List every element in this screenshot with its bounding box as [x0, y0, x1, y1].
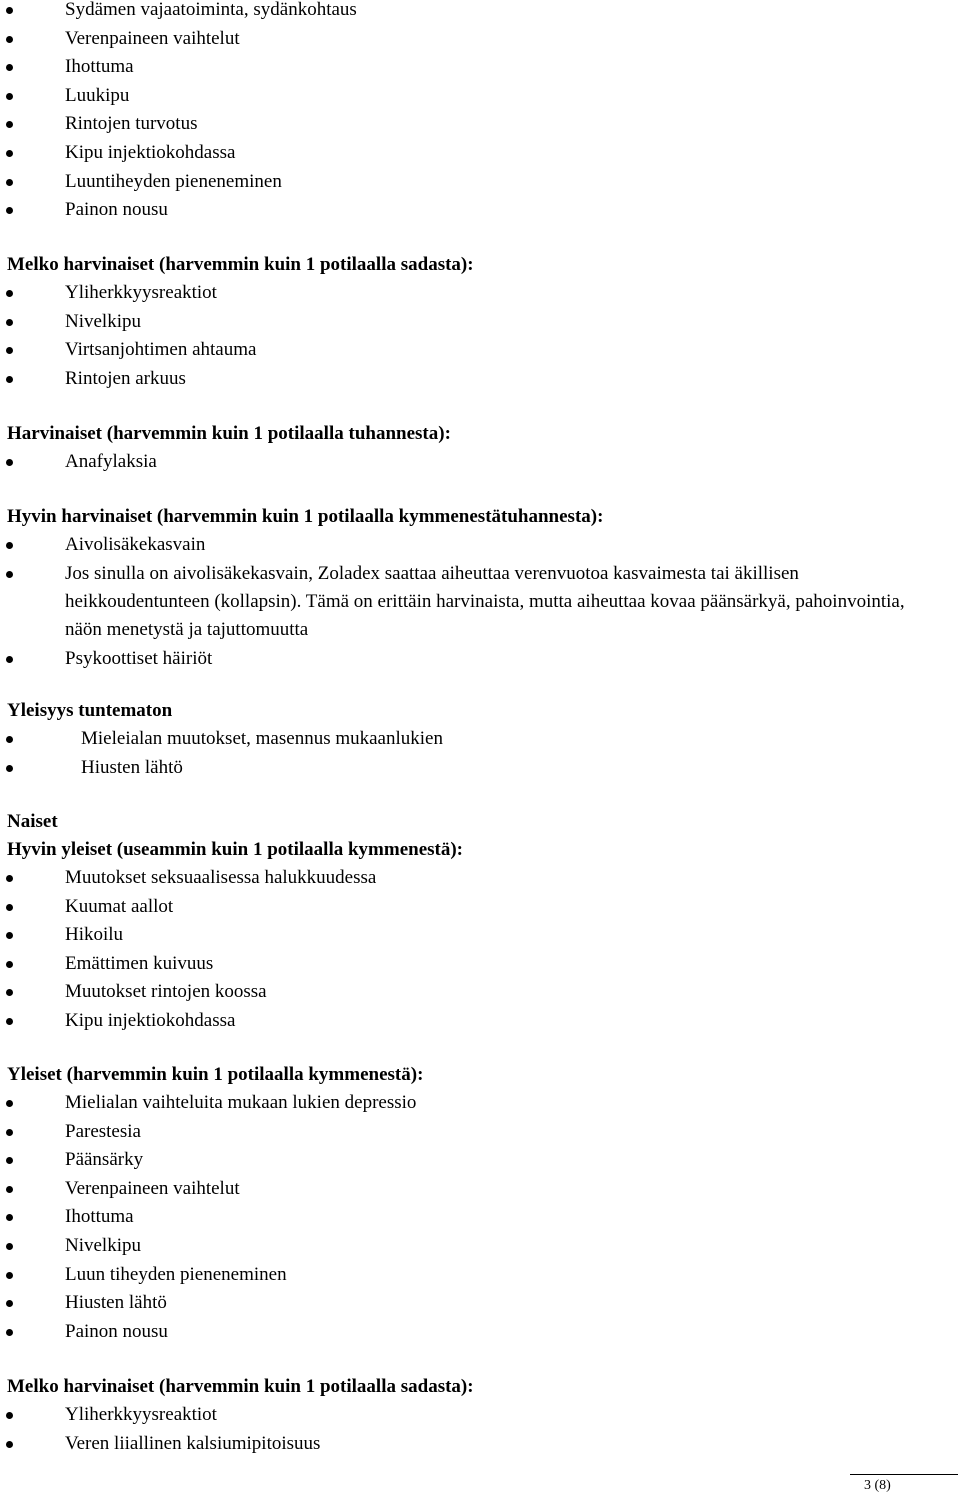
bullet-icon: [6, 207, 13, 214]
list-item: Nivelkipu: [0, 308, 960, 337]
list-item: Hiusten lähtö: [0, 1289, 960, 1318]
list-item: Painon nousu: [0, 196, 960, 225]
page-number: 3 (8): [864, 1478, 891, 1493]
list-item: Nivelkipu: [0, 1232, 960, 1261]
bullet-list-rare: [0, 448, 960, 477]
section-heading-very-rare: Hyvin harvinaiset (harvemmin kuin 1 potilaalla kymmenestätuhannesta):: [7, 506, 604, 527]
list-item: Yliherkkyysreaktiot: [0, 1401, 960, 1430]
list-item: Kipu injektiokohdassa: [0, 139, 960, 168]
bullet-icon: [6, 376, 13, 383]
bullet-icon: [6, 347, 13, 354]
list-item: Parestesia: [0, 1118, 960, 1147]
bullet-icon: [6, 121, 13, 128]
list-item: Aivolisäkekasvain: [0, 531, 960, 560]
list-item: Ihottuma: [0, 1203, 960, 1232]
section-heading-women-uncommon: Melko harvinaiset (harvemmin kuin 1 potilaalla sadasta):: [7, 1376, 474, 1397]
list-item: Anafylaksia: [0, 448, 960, 477]
bullet-icon: [6, 961, 13, 968]
bullet-icon: [6, 1214, 13, 1221]
list-item: Psykoottiset häiriöt: [0, 645, 960, 674]
list-item: Hiusten lähtö: [0, 754, 960, 783]
bullet-icon: [6, 319, 13, 326]
section-heading-women-very-common: Hyvin yleiset (useammin kuin 1 potilaalla kymmenestä):: [7, 839, 464, 860]
bullet-icon: [6, 1300, 13, 1307]
list-item: Luuntiheyden pieneneminen: [0, 168, 960, 197]
bullet-icon: [6, 1272, 13, 1279]
list-item: Muutokset rintojen koossa: [0, 978, 960, 1007]
bullet-icon: [6, 989, 13, 996]
list-item: Luukipu: [0, 82, 960, 111]
bullet-icon: [6, 932, 13, 939]
list-item: Jos sinulla on aivolisäkekasvain, Zoladex saattaa aiheuttaa verenvuotoa kasvaimesta tai äkillisen heikkoudentunteen (kollapsin). Tämä on erittäin harvinaista, mutta aiheuttaa kovaa päänsärkyä, pahoinvointia, näön menetystä ja tajuttomuutta: [0, 560, 960, 645]
bullet-icon: [6, 765, 13, 772]
list-item: Kuumat aallot: [0, 893, 960, 922]
list-item: Sydämen vajaatoiminta, sydänkohtaus: [0, 0, 960, 25]
bullet-icon: [6, 1329, 13, 1336]
bullet-icon: [6, 7, 13, 14]
bullet-icon: [6, 93, 13, 100]
bullet-icon: [6, 1441, 13, 1448]
bullet-icon: [6, 1243, 13, 1250]
bullet-icon: [6, 1157, 13, 1164]
bullet-icon: [6, 179, 13, 186]
list-item: Yliherkkyysreaktiot: [0, 279, 960, 308]
list-item: Muutokset seksuaalisessa halukkuudessa: [0, 864, 960, 893]
section-heading-women-common: Yleiset (harvemmin kuin 1 potilaalla kymmenestä):: [7, 1064, 424, 1085]
list-item: Virtsanjohtimen ahtauma: [0, 336, 960, 365]
bullet-list-very-rare: [0, 531, 960, 673]
bullet-icon: [6, 64, 13, 71]
list-item: Verenpaineen vaihtelut: [0, 1175, 960, 1204]
bullet-list-continued: [0, 0, 960, 225]
list-item: Päänsärky: [0, 1146, 960, 1175]
bullet-icon: [6, 290, 13, 297]
bullet-icon: [6, 1186, 13, 1193]
group-title-women: Naiset: [7, 811, 58, 832]
list-item: Hikoilu: [0, 921, 960, 950]
bullet-list-women-very-common: [0, 864, 960, 1036]
section-heading-uncommon: Melko harvinaiset (harvemmin kuin 1 potilaalla sadasta):: [7, 254, 474, 275]
bullet-icon: [6, 571, 13, 578]
bullet-list-women-uncommon: [0, 1401, 960, 1458]
list-item: Verenpaineen vaihtelut: [0, 25, 960, 54]
footer-divider: [850, 1474, 958, 1475]
bullet-icon: [6, 1412, 13, 1419]
list-item: Ihottuma: [0, 53, 960, 82]
section-heading-rare: Harvinaiset (harvemmin kuin 1 potilaalla tuhannesta):: [7, 423, 451, 444]
bullet-list-women-common: [0, 1089, 960, 1346]
bullet-icon: [6, 1100, 13, 1107]
list-item: Luun tiheyden pieneneminen: [0, 1261, 960, 1290]
list-item: Rintojen arkuus: [0, 365, 960, 394]
list-item: Emättimen kuivuus: [0, 950, 960, 979]
bullet-icon: [6, 459, 13, 466]
list-item: Rintojen turvotus: [0, 110, 960, 139]
list-item: Veren liiallinen kalsiumipitoisuus: [0, 1430, 960, 1459]
bullet-icon: [6, 542, 13, 549]
bullet-icon: [6, 656, 13, 663]
bullet-icon: [6, 36, 13, 43]
bullet-list-uncommon: [0, 279, 960, 393]
list-item: Mielialan vaihteluita mukaan lukien depressio: [0, 1089, 960, 1118]
list-item: Kipu injektiokohdassa: [0, 1007, 960, 1036]
bullet-icon: [6, 875, 13, 882]
bullet-icon: [6, 736, 13, 743]
bullet-list-unknown-frequency: [0, 725, 960, 782]
list-item: Mieleialan muutokset, masennus mukaanlukien: [0, 725, 960, 754]
bullet-icon: [6, 1129, 13, 1136]
bullet-icon: [6, 150, 13, 157]
list-item: Painon nousu: [0, 1318, 960, 1347]
bullet-icon: [6, 904, 13, 911]
bullet-icon: [6, 1018, 13, 1025]
section-heading-unknown-frequency: Yleisyys tuntematon: [7, 700, 173, 721]
